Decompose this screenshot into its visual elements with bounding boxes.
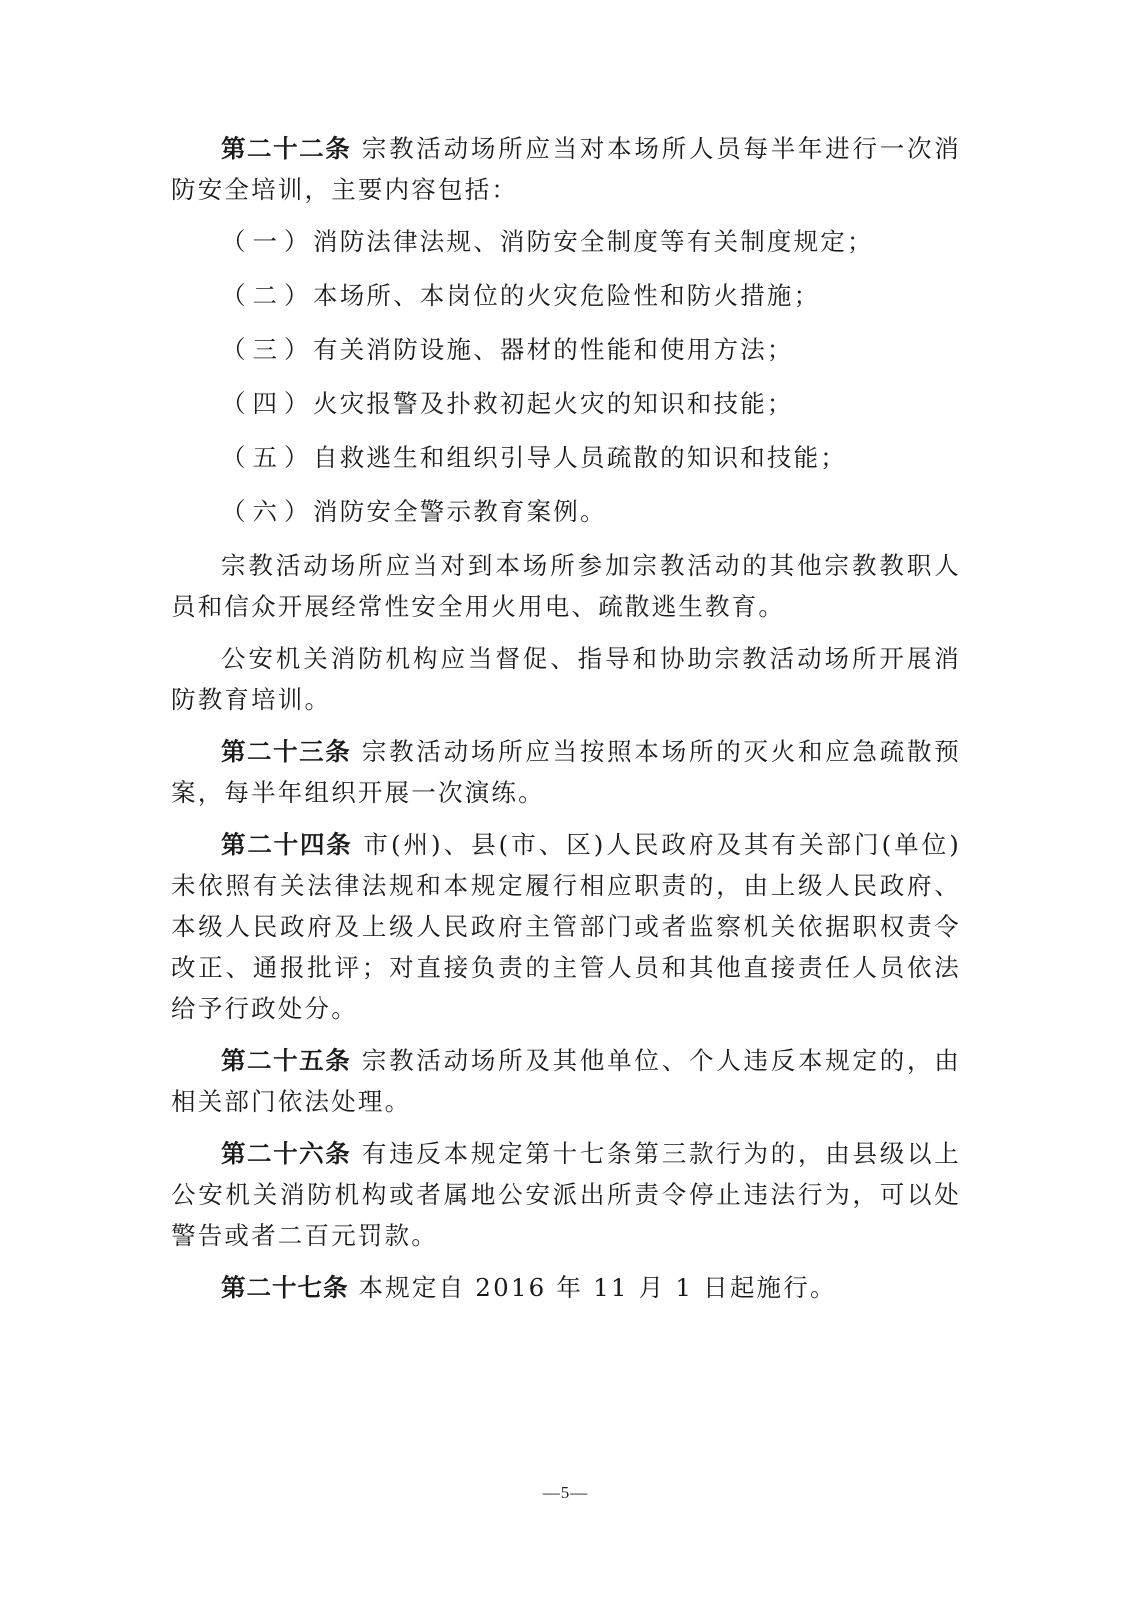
article-22-body: 宗教活动场所应当对本场所人员每半年进行一次消防安全培训，主要内容包括：	[171, 134, 961, 204]
article-27-heading: 第二十七条	[221, 1273, 349, 1302]
article-22-paragraph-2: 宗教活动场所应当对到本场所参加宗教活动的其他宗教教职人员和信众开展经常性安全用火用电、疏散逃生教育。	[171, 551, 961, 621]
article-25-heading: 第二十五条	[221, 1046, 352, 1075]
list-item	[171, 491, 961, 533]
list-item-text: 消防法律法规、消防安全制度等有关制度规定；	[313, 227, 874, 256]
list-item	[171, 275, 961, 317]
list-item-number: （四）	[221, 389, 316, 418]
article-22-paragraph-3: 公安机关消防机构应当督促、指导和协助宗教活动场所开展消防教育培训。	[171, 644, 961, 714]
article-27-body: 本规定自 2016 年 11 月 1 日起施行。	[358, 1273, 837, 1302]
list-item	[171, 383, 961, 425]
article-26-body: 有违反本规定第十七条第三款行为的，由县级以上公安机关消防机构或者属地公安派出所责令停止违法行为，可以处警告或者二百元罚款。	[171, 1139, 961, 1250]
list-item-number: （一）	[221, 227, 316, 256]
article-23-body: 宗教活动场所应当按照本场所的灭火和应急疏散预案，每半年组织开展一次演练。	[171, 737, 961, 807]
article-24-heading: 第二十四条	[221, 830, 353, 859]
list-item	[171, 437, 961, 479]
article-26	[171, 1133, 961, 1256]
article-25	[171, 1040, 961, 1122]
article-23-heading: 第二十三条	[221, 737, 352, 766]
article-22	[171, 128, 961, 210]
list-item-text: 本场所、本岗位的火灾危险性和防火措施；	[313, 281, 821, 310]
list-item	[171, 329, 961, 371]
article-24	[171, 824, 961, 1029]
list-item-number: （二）	[221, 281, 316, 310]
list-item-text: 有关消防设施、器材的性能和使用方法；	[313, 335, 794, 364]
article-23	[171, 731, 961, 813]
list-item	[171, 221, 961, 263]
page-number: —5—	[542, 1483, 589, 1502]
list-item-text: 火灾报警及扑救初起火灾的知识和技能；	[313, 389, 794, 418]
article-22-heading: 第二十二条	[221, 134, 352, 163]
list-item-text: 自救逃生和组织引导人员疏散的知识和技能；	[313, 443, 847, 472]
list-item-text: 消防安全警示教育案例。	[313, 497, 607, 526]
article-24-body: 市(州)、县(市、区)人民政府及其有关部门(单位)未依照有关法律法规和本规定履行相应职责的，由上级人民政府、本级人民政府及上级人民政府主管部门或者监察机关依据职权责令改正、通报批评；对直接负责的主管人员和其他直接责任人员依法给予行政处分。	[171, 830, 961, 1023]
document-page	[171, 128, 961, 1319]
list-item-number: （六）	[221, 497, 316, 526]
list-item-number: （三）	[221, 335, 316, 364]
list-item-number: （五）	[221, 443, 316, 472]
article-27	[171, 1267, 961, 1308]
article-26-heading: 第二十六条	[221, 1139, 352, 1168]
article-25-body: 宗教活动场所及其他单位、个人违反本规定的，由相关部门依法处理。	[171, 1046, 961, 1116]
